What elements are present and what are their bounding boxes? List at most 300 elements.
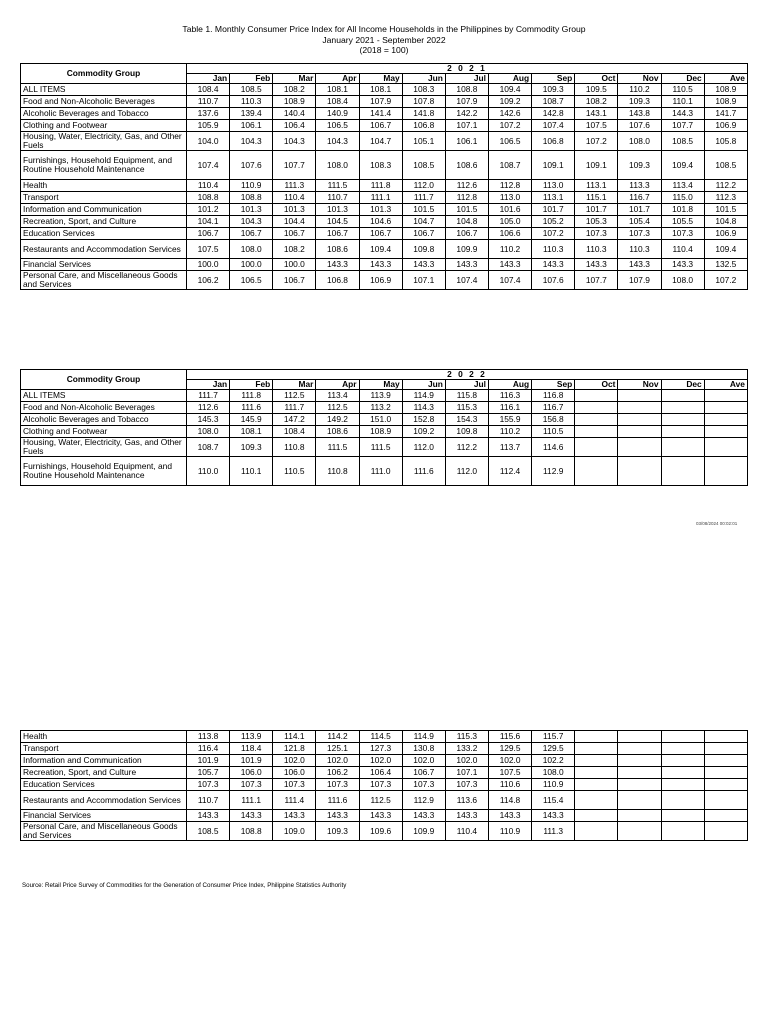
index-value: 112.8 [488, 180, 531, 192]
index-value [704, 457, 747, 486]
index-value [575, 731, 618, 743]
index-value: 108.4 [316, 96, 359, 108]
index-value: 104.3 [230, 216, 273, 228]
index-value: 104.3 [230, 132, 273, 151]
index-value [661, 438, 704, 457]
index-value: 102.0 [445, 755, 488, 767]
index-value: 106.9 [359, 271, 402, 290]
index-value: 108.3 [402, 84, 445, 96]
index-value: 116.3 [488, 390, 531, 402]
index-value: 140.9 [316, 108, 359, 120]
index-value: 113.7 [488, 438, 531, 457]
index-value: 116.4 [187, 743, 230, 755]
index-value: 143.3 [273, 810, 316, 822]
commodity-label: Information and Communication [21, 755, 187, 767]
index-value: 108.2 [273, 240, 316, 259]
index-value [618, 731, 661, 743]
index-value: 106.7 [359, 120, 402, 132]
index-value: 109.4 [704, 240, 747, 259]
index-value: 112.2 [704, 180, 747, 192]
index-value [618, 767, 661, 779]
index-value: 107.7 [661, 120, 704, 132]
source-note: Source: Retail Price Survey of Commodities for the Generation of Consumer Price Index, Philippine Statistics Authority [22, 882, 347, 889]
index-value: 113.0 [488, 192, 531, 204]
index-value: 108.0 [532, 767, 575, 779]
index-value: 109.2 [488, 96, 531, 108]
month-header: Feb [230, 74, 273, 84]
commodity-label: Financial Services [21, 259, 187, 271]
index-value: 101.7 [532, 204, 575, 216]
index-value: 101.5 [704, 204, 747, 216]
index-value [661, 731, 704, 743]
month-header: Apr [316, 74, 359, 84]
index-value: 143.3 [187, 810, 230, 822]
index-value: 106.8 [316, 271, 359, 290]
index-value: 106.7 [359, 228, 402, 240]
index-value [575, 402, 618, 414]
index-value: 105.7 [187, 767, 230, 779]
index-value: 109.1 [575, 151, 618, 180]
index-value: 107.3 [661, 228, 704, 240]
index-value: 106.6 [488, 228, 531, 240]
table-period: January 2021 - September 2022 [322, 34, 446, 45]
index-value: 142.6 [488, 108, 531, 120]
month-header: Nov [618, 74, 661, 84]
index-value: 106.0 [273, 767, 316, 779]
commodity-label: Education Services [21, 228, 187, 240]
index-value: 111.0 [359, 457, 402, 486]
index-value: 112.8 [445, 192, 488, 204]
index-value: 108.6 [316, 240, 359, 259]
index-value: 110.2 [488, 426, 531, 438]
commodity-label: Food and Non-Alcoholic Beverages [21, 402, 187, 414]
index-value: 112.9 [402, 791, 445, 810]
month-header: May [359, 74, 402, 84]
index-value: 110.9 [532, 779, 575, 791]
index-value: 109.3 [618, 96, 661, 108]
index-value: 143.3 [402, 810, 445, 822]
table-row [21, 743, 748, 755]
index-value [575, 743, 618, 755]
month-header: Oct [575, 74, 618, 84]
index-value: 114.3 [402, 402, 445, 414]
index-value: 113.9 [230, 731, 273, 743]
month-header: Aug [488, 74, 531, 84]
index-value: 113.3 [618, 180, 661, 192]
index-value: 111.6 [402, 457, 445, 486]
index-value: 115.8 [445, 390, 488, 402]
index-value: 112.2 [445, 438, 488, 457]
table-base-year: (2018 = 100) [359, 45, 409, 55]
commodity-label: Transport [21, 743, 187, 755]
commodity-label: Transport [21, 192, 187, 204]
index-value: 101.3 [359, 204, 402, 216]
index-value: 115.0 [661, 192, 704, 204]
index-value: 110.7 [187, 96, 230, 108]
index-value: 116.1 [488, 402, 531, 414]
index-value [575, 414, 618, 426]
index-value [661, 822, 704, 841]
index-value: 102.0 [359, 755, 402, 767]
index-value: 112.5 [273, 390, 316, 402]
index-value: 107.6 [230, 151, 273, 180]
commodity-group-header: Commodity Group [21, 64, 187, 84]
month-header: Jun [402, 380, 445, 390]
index-value: 113.2 [359, 402, 402, 414]
table-row [21, 779, 748, 791]
title-block [0, 24, 768, 56]
index-value: 106.5 [488, 132, 531, 151]
index-value: 112.0 [445, 457, 488, 486]
index-value: 106.7 [230, 228, 273, 240]
index-value: 143.3 [488, 810, 531, 822]
table-row [21, 108, 748, 120]
table-row [21, 216, 748, 228]
index-value: 143.3 [359, 810, 402, 822]
index-value: 107.5 [488, 767, 531, 779]
index-value: 115.3 [445, 402, 488, 414]
index-value: 125.1 [316, 743, 359, 755]
index-value: 107.1 [445, 767, 488, 779]
index-value: 108.8 [445, 84, 488, 96]
table-row [21, 810, 748, 822]
index-value: 106.4 [273, 120, 316, 132]
index-value: 143.3 [445, 259, 488, 271]
index-value: 110.8 [273, 438, 316, 457]
index-value: 112.6 [445, 180, 488, 192]
table-row [21, 151, 748, 180]
index-value: 116.7 [618, 192, 661, 204]
index-value: 109.8 [402, 240, 445, 259]
index-value: 107.6 [618, 120, 661, 132]
index-value: 110.2 [488, 240, 531, 259]
index-value [704, 438, 747, 457]
index-value: 104.4 [273, 216, 316, 228]
index-value [704, 810, 747, 822]
index-value: 109.5 [575, 84, 618, 96]
index-value: 110.5 [273, 457, 316, 486]
index-value [575, 426, 618, 438]
index-value: 102.0 [402, 755, 445, 767]
index-value [575, 822, 618, 841]
index-value: 110.1 [230, 457, 273, 486]
index-value: 114.5 [359, 731, 402, 743]
index-value: 106.7 [402, 767, 445, 779]
index-value: 115.7 [532, 731, 575, 743]
index-value [661, 402, 704, 414]
index-value [704, 402, 747, 414]
index-value: 108.1 [230, 426, 273, 438]
index-value: 118.4 [230, 743, 273, 755]
index-value: 101.2 [187, 204, 230, 216]
index-value: 111.1 [359, 192, 402, 204]
index-value: 108.8 [230, 192, 273, 204]
table-row [21, 731, 748, 743]
commodity-label: Furnishings, Household Equipment, and Routine Household Maintenance [21, 151, 187, 180]
commodity-label: ALL ITEMS [21, 390, 187, 402]
index-value: 130.8 [402, 743, 445, 755]
index-value: 110.4 [445, 822, 488, 841]
index-value: 108.0 [661, 271, 704, 290]
month-header: Jul [445, 380, 488, 390]
index-value: 107.3 [445, 779, 488, 791]
month-header: May [359, 380, 402, 390]
index-value: 107.1 [445, 120, 488, 132]
index-value: 106.4 [359, 767, 402, 779]
index-value [704, 390, 747, 402]
index-value: 110.1 [661, 96, 704, 108]
index-value: 107.2 [704, 271, 747, 290]
index-value: 149.2 [316, 414, 359, 426]
index-value: 107.4 [187, 151, 230, 180]
index-value: 101.6 [488, 204, 531, 216]
index-value: 104.3 [273, 132, 316, 151]
index-value: 140.4 [273, 108, 316, 120]
index-value: 106.1 [230, 120, 273, 132]
index-value: 114.9 [402, 390, 445, 402]
commodity-label: Personal Care, and Miscellaneous Goods and Services [21, 822, 187, 841]
index-value: 107.1 [402, 271, 445, 290]
cpi-table-2022 [20, 369, 748, 486]
index-value: 107.4 [488, 271, 531, 290]
index-value [704, 414, 747, 426]
index-value: 110.3 [618, 240, 661, 259]
index-value: 106.2 [187, 271, 230, 290]
index-value: 107.3 [575, 228, 618, 240]
month-header: Mar [273, 380, 316, 390]
index-value: 107.4 [445, 271, 488, 290]
index-value [575, 390, 618, 402]
index-value [575, 438, 618, 457]
index-value: 108.7 [187, 438, 230, 457]
table-row [21, 791, 748, 810]
index-value [704, 731, 747, 743]
index-value: 145.9 [230, 414, 273, 426]
table-row [21, 228, 748, 240]
index-value [704, 822, 747, 841]
index-value: 110.2 [618, 84, 661, 96]
index-value [661, 426, 704, 438]
index-value: 143.3 [661, 259, 704, 271]
month-header: Jan [187, 74, 230, 84]
index-value: 111.1 [230, 791, 273, 810]
index-value: 111.6 [230, 402, 273, 414]
month-header: Ave [704, 74, 747, 84]
index-value [704, 791, 747, 810]
index-value: 110.9 [488, 822, 531, 841]
month-header: Feb [230, 380, 273, 390]
month-header: Apr [316, 380, 359, 390]
table-row [21, 271, 748, 290]
index-value: 109.3 [532, 84, 575, 96]
commodity-group-header: Commodity Group [21, 370, 187, 390]
index-value: 152.8 [402, 414, 445, 426]
index-value: 108.5 [230, 84, 273, 96]
index-value: 111.8 [230, 390, 273, 402]
year-label: 2 0 2 2 [187, 370, 748, 380]
table-row [21, 822, 748, 841]
table-row [21, 192, 748, 204]
index-value: 145.3 [187, 414, 230, 426]
index-value: 101.7 [575, 204, 618, 216]
commodity-label: Restaurants and Accommodation Services [21, 791, 187, 810]
index-value: 112.4 [488, 457, 531, 486]
index-value: 108.5 [402, 151, 445, 180]
index-value: 109.0 [273, 822, 316, 841]
index-value: 129.5 [488, 743, 531, 755]
index-value [575, 791, 618, 810]
index-value: 143.3 [359, 259, 402, 271]
index-value [575, 457, 618, 486]
table-row [21, 259, 748, 271]
index-value: 107.8 [402, 96, 445, 108]
index-value [618, 810, 661, 822]
index-value: 112.6 [187, 402, 230, 414]
index-value [704, 779, 747, 791]
index-value: 110.6 [488, 779, 531, 791]
index-value: 106.7 [316, 228, 359, 240]
index-value: 104.3 [316, 132, 359, 151]
index-value: 143.3 [532, 259, 575, 271]
index-value: 141.7 [704, 108, 747, 120]
index-value: 107.7 [575, 271, 618, 290]
index-value: 108.7 [488, 151, 531, 180]
index-value: 107.5 [575, 120, 618, 132]
index-value: 115.6 [488, 731, 531, 743]
index-value: 109.6 [359, 822, 402, 841]
index-value: 106.7 [402, 228, 445, 240]
index-value: 109.4 [661, 151, 704, 180]
commodity-label: Restaurants and Accommodation Services [21, 240, 187, 259]
index-value: 106.7 [445, 228, 488, 240]
index-value: 101.8 [661, 204, 704, 216]
index-value: 108.9 [704, 96, 747, 108]
index-value: 127.3 [359, 743, 402, 755]
index-value: 121.8 [273, 743, 316, 755]
index-value: 107.6 [532, 271, 575, 290]
index-value: 108.3 [359, 151, 402, 180]
index-value: 116.7 [532, 402, 575, 414]
index-value: 105.5 [661, 216, 704, 228]
index-value: 107.2 [532, 228, 575, 240]
month-header: Nov [618, 380, 661, 390]
index-value: 106.5 [230, 271, 273, 290]
index-value: 100.0 [187, 259, 230, 271]
index-value: 111.3 [532, 822, 575, 841]
index-value: 108.0 [230, 240, 273, 259]
index-value: 109.4 [488, 84, 531, 96]
commodity-label: Alcoholic Beverages and Tobacco [21, 108, 187, 120]
index-value [618, 791, 661, 810]
index-value: 106.0 [230, 767, 273, 779]
index-value: 115.3 [445, 731, 488, 743]
index-value: 110.7 [316, 192, 359, 204]
index-value: 111.7 [273, 402, 316, 414]
index-value: 106.5 [316, 120, 359, 132]
month-header: Jan [187, 380, 230, 390]
index-value: 109.9 [445, 240, 488, 259]
table-row [21, 180, 748, 192]
index-value: 114.6 [532, 438, 575, 457]
index-value: 108.2 [575, 96, 618, 108]
index-value: 106.8 [402, 120, 445, 132]
index-value: 114.1 [273, 731, 316, 743]
index-value: 101.3 [273, 204, 316, 216]
index-value: 154.3 [445, 414, 488, 426]
index-value: 101.3 [316, 204, 359, 216]
index-value: 114.9 [402, 731, 445, 743]
index-value: 112.9 [532, 457, 575, 486]
index-value: 110.3 [230, 96, 273, 108]
index-value: 102.0 [273, 755, 316, 767]
table-row [21, 457, 748, 486]
table-row [21, 120, 748, 132]
index-value: 108.9 [359, 426, 402, 438]
index-value: 108.5 [661, 132, 704, 151]
commodity-label: Clothing and Footwear [21, 426, 187, 438]
index-value: 106.9 [704, 228, 747, 240]
index-value: 108.5 [704, 151, 747, 180]
index-value [661, 810, 704, 822]
table-row [21, 96, 748, 108]
index-value [661, 390, 704, 402]
year-label: 2 0 2 1 [187, 64, 748, 74]
index-value: 108.0 [316, 151, 359, 180]
index-value [618, 402, 661, 414]
index-value: 143.3 [445, 810, 488, 822]
index-value: 105.2 [532, 216, 575, 228]
month-header: Jul [445, 74, 488, 84]
index-value: 107.9 [359, 96, 402, 108]
index-value: 143.1 [575, 108, 618, 120]
index-value: 110.5 [661, 84, 704, 96]
index-value: 101.5 [402, 204, 445, 216]
index-value: 111.3 [273, 180, 316, 192]
index-value: 104.5 [316, 216, 359, 228]
index-value: 106.9 [704, 120, 747, 132]
index-value: 147.2 [273, 414, 316, 426]
index-value: 111.7 [402, 192, 445, 204]
index-value: 108.7 [532, 96, 575, 108]
commodity-label: Alcoholic Beverages and Tobacco [21, 414, 187, 426]
month-header: Aug [488, 380, 531, 390]
index-value: 100.0 [230, 259, 273, 271]
index-value: 114.8 [488, 791, 531, 810]
index-value: 143.3 [488, 259, 531, 271]
index-value: 155.9 [488, 414, 531, 426]
table-row [21, 132, 748, 151]
index-value: 104.7 [359, 132, 402, 151]
index-value: 104.8 [445, 216, 488, 228]
index-value: 109.8 [445, 426, 488, 438]
index-value: 116.8 [532, 390, 575, 402]
index-value: 132.5 [704, 259, 747, 271]
month-header: Jun [402, 74, 445, 84]
index-value: 110.3 [575, 240, 618, 259]
cpi-table-2022-continued [20, 730, 748, 841]
index-value: 105.8 [704, 132, 747, 151]
index-value: 110.9 [230, 180, 273, 192]
index-value: 143.8 [618, 108, 661, 120]
index-value: 112.0 [402, 438, 445, 457]
index-value: 101.9 [187, 755, 230, 767]
month-header: Dec [661, 74, 704, 84]
index-value [618, 457, 661, 486]
index-value [618, 743, 661, 755]
index-value: 105.0 [488, 216, 531, 228]
index-value: 143.3 [230, 810, 273, 822]
commodity-label: Housing, Water, Electricity, Gas, and Other Fuels [21, 438, 187, 457]
